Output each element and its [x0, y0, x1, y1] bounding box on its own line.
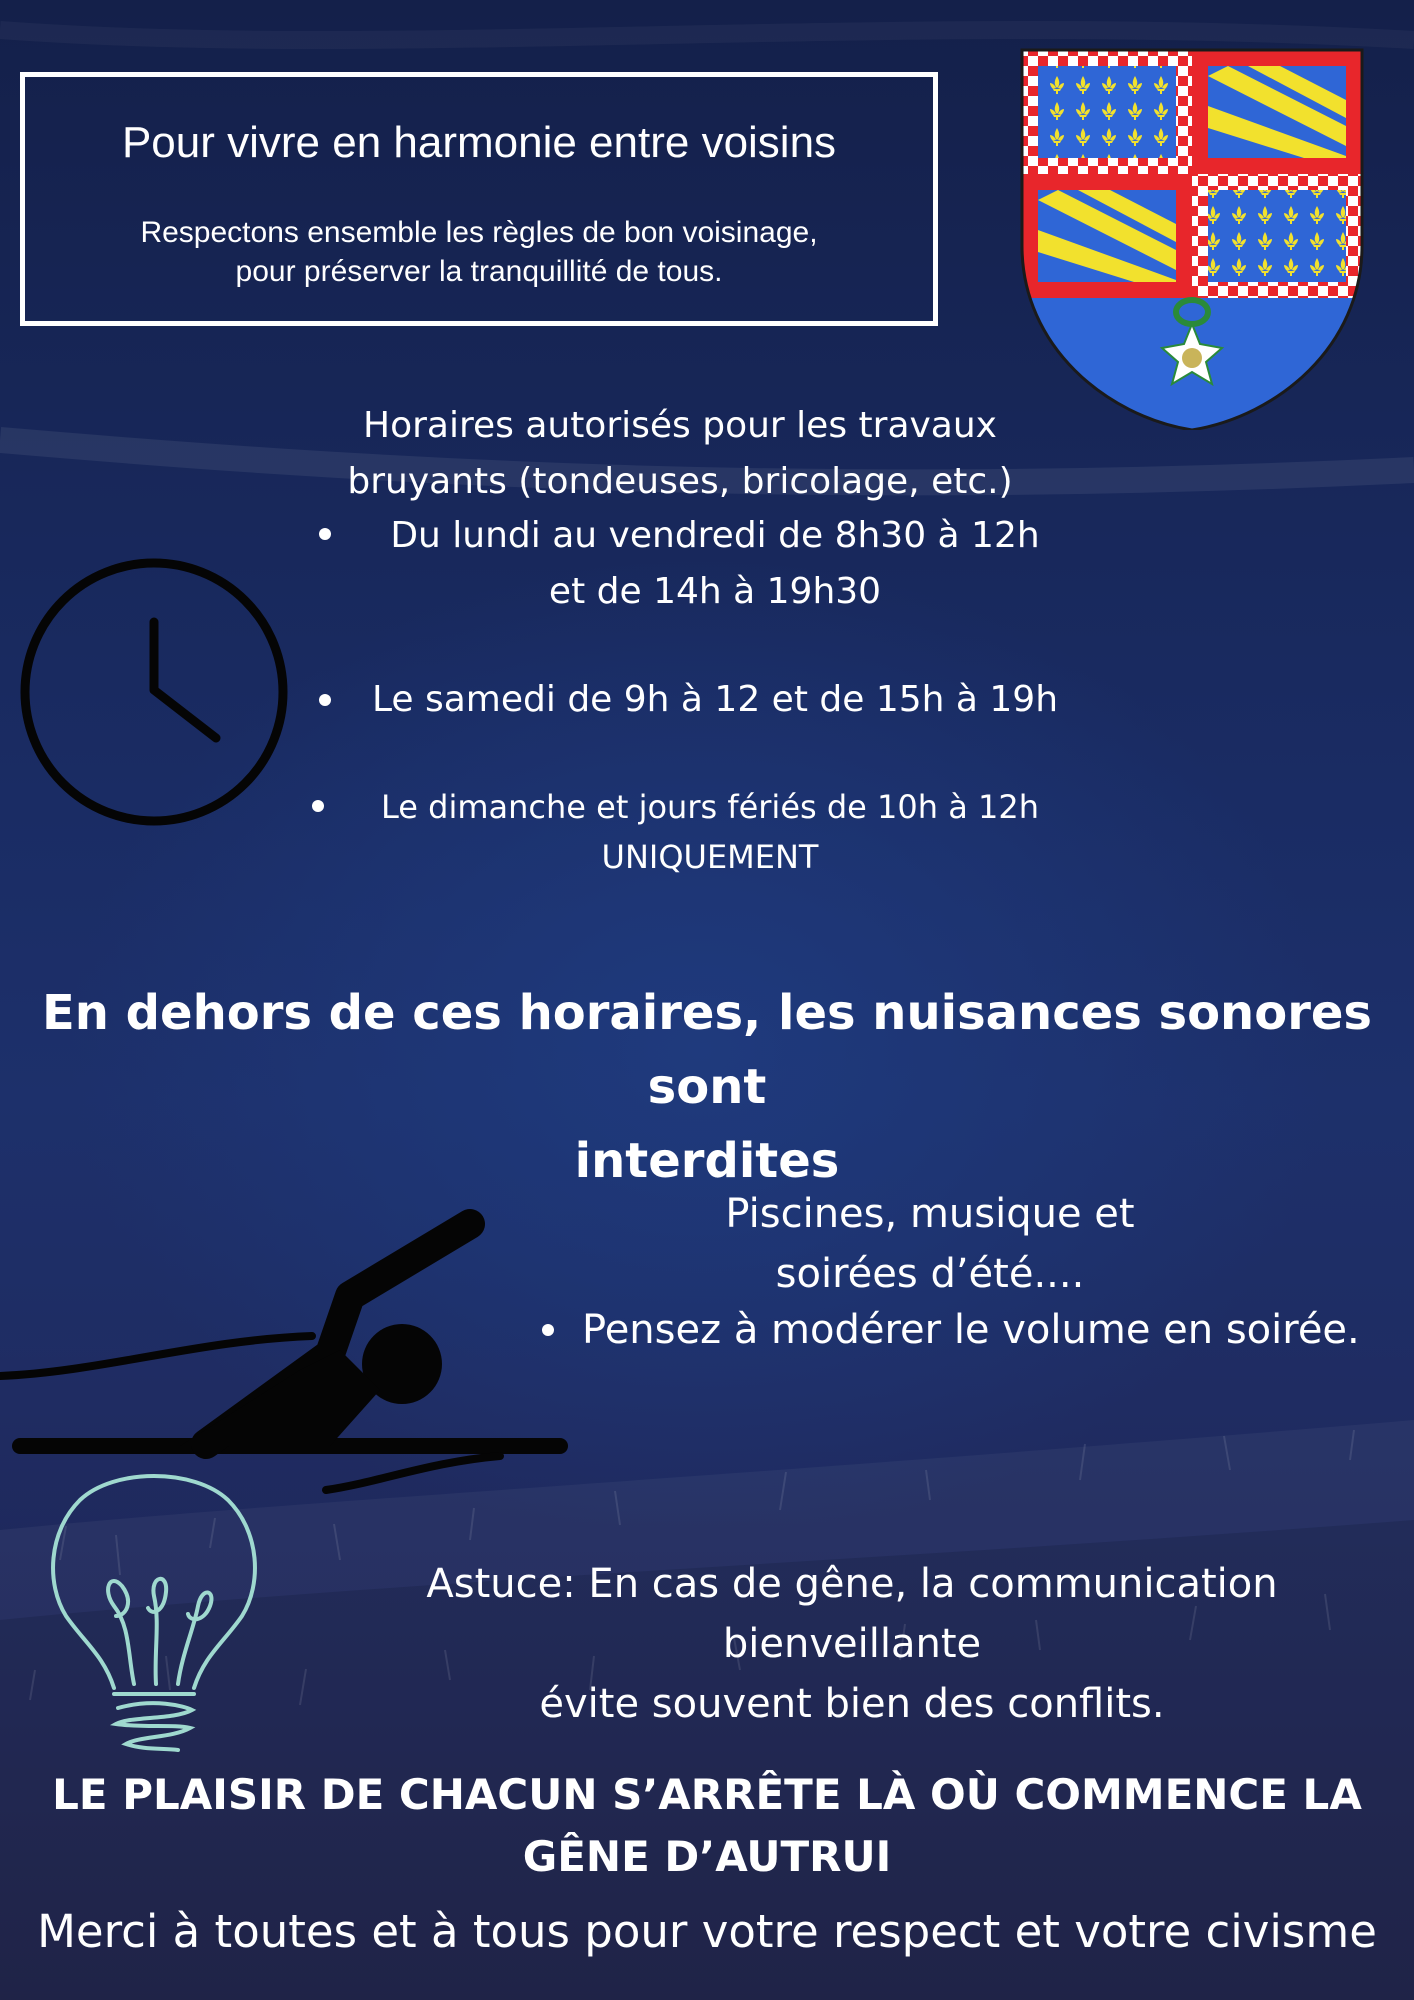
lightbulb-icon: [44, 1466, 264, 1756]
header-subtitle-line2: pour préserver la tranquillité de tous.: [235, 255, 723, 288]
coat-of-arms: [1018, 46, 1366, 430]
bullet-summer: [542, 1324, 554, 1336]
summer-heading-line2: soirées d’été....: [775, 1251, 1085, 1297]
header-subtitle: [85, 213, 873, 291]
schedule-sunday: [360, 782, 1060, 882]
bullet-saturday: [319, 694, 331, 706]
schedule-sunday-line2: UNIQUEMENT: [601, 838, 819, 876]
slogan: [40, 1764, 1374, 1888]
tip-text: [300, 1554, 1404, 1734]
clock-icon: [16, 554, 292, 830]
schedule-intro-line2: bruyants (tondeuses, bricolage, etc.): [347, 461, 1013, 502]
schedule-saturday: Le samedi de 9h à 12 et de 15h à 19h: [371, 679, 1059, 720]
slogan-line2: GÊNE D’AUTRUI: [522, 1832, 892, 1881]
summer-bullet: Pensez à modérer le volume en soirée.: [582, 1307, 1360, 1353]
summer-heading-line1: Piscines, musique et: [725, 1191, 1135, 1237]
header-box: [20, 72, 938, 326]
warning-line2: interdites: [574, 1133, 840, 1189]
schedule-sunday-line1: Le dimanche et jours fériés de 10h à 12h: [381, 788, 1039, 826]
schedule-weekday: [360, 508, 1070, 620]
warning-heading: [0, 976, 1414, 1198]
tip-line2: évite souvent bien des conflits.: [539, 1681, 1165, 1727]
schedule-weekday-line2: et de 14h à 19h30: [548, 571, 882, 612]
thanks-message: Merci à toutes et à tous pour votre respect et votre civisme: [37, 1905, 1377, 1958]
schedule-intro: [300, 398, 1060, 510]
schedule-weekday-line1: Du lundi au vendredi de 8h30 à 12h: [390, 515, 1040, 556]
bullet-sunday: [312, 800, 324, 812]
swimmer-icon: [0, 1200, 570, 1510]
summer-heading: [650, 1184, 1210, 1304]
warning-line1: En dehors de ces horaires, les nuisances sonores sont: [41, 985, 1372, 1115]
header-subtitle-line1: Respectons ensemble les règles de bon voisinage,: [140, 216, 818, 249]
schedule-intro-line1: Horaires autorisés pour les travaux: [363, 405, 997, 446]
bullet-weekday: [319, 528, 331, 540]
tip-line1: Astuce: En cas de gêne, la communication bienveillante: [426, 1561, 1278, 1667]
header-title: Pour vivre en harmonie entre voisins: [121, 118, 837, 167]
slogan-line1: LE PLAISIR DE CHACUN S’ARRÊTE LÀ OÙ COMMENCE LA: [52, 1770, 1362, 1819]
